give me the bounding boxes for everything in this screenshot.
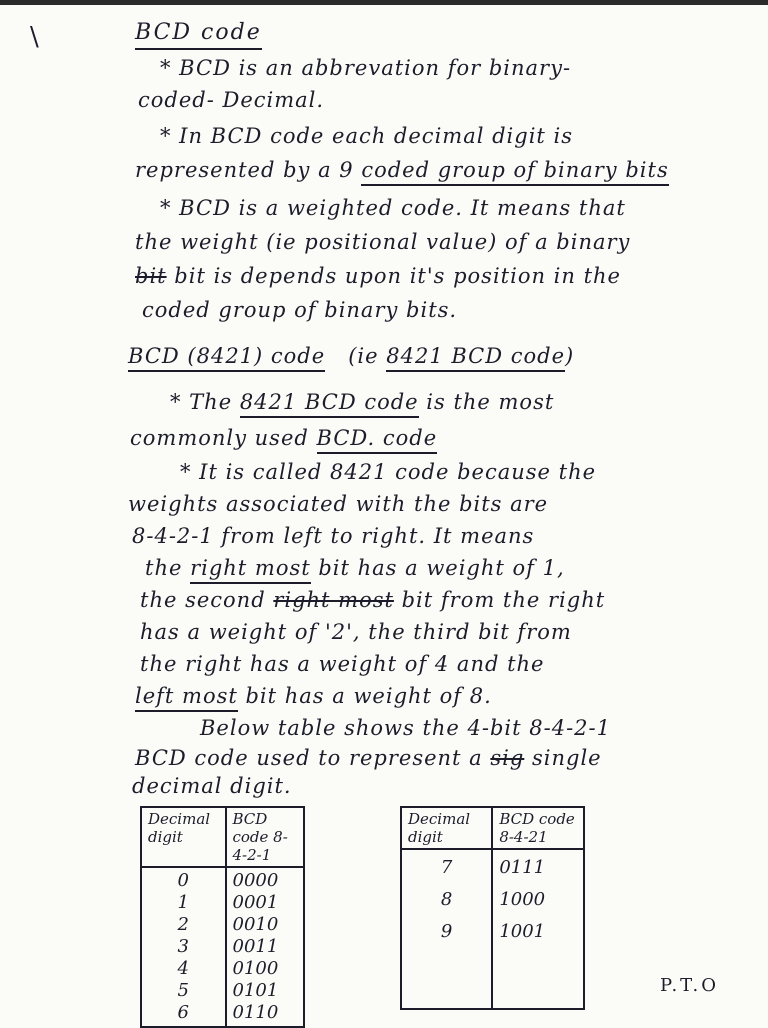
para5-line4-a: the [145,556,191,580]
page-title: BCD code [135,20,262,50]
table2-digit-column [401,849,492,1009]
underlined-coded-group: coded group of binary bits [361,158,668,186]
table2-code: 1000 [499,889,546,910]
para5-line5-c: bit from the right [393,588,606,612]
para4-text-c: is the most [418,390,555,414]
table1-code: 0000 [232,870,279,891]
underlined-bcd-code: BCD. code [317,426,438,454]
page-top-edge [0,0,768,5]
table1-digit: 2 [177,914,189,935]
para5-line4-c: bit has a weight of 1, [310,556,565,580]
para6-line2-a: BCD code used to represent a [135,746,491,770]
para5-line6: has a weight of '2', the third bit from [140,620,572,644]
table2-code-column [492,849,584,1009]
bcd-table-right [400,806,585,1010]
table1-digit: 6 [177,1002,189,1023]
para5-line5 [140,588,605,612]
para3-line1: * BCD is a weighted code. It means that [160,196,626,220]
struck-right-most: right most [273,588,394,612]
heading-note-close: ) [565,344,575,368]
table2-code: 1001 [499,921,546,942]
para6-line3: decimal digit. [132,774,292,798]
para6-line2 [135,746,602,770]
table1-code: 0010 [232,914,279,935]
para3-line3 [135,264,621,288]
heading-note-underlined: 8421 BCD code [386,344,565,372]
table1-digit: 5 [177,980,189,1001]
para4-line2 [130,426,437,450]
para5-line4 [145,556,565,580]
table2-header-code: BCD code 8-4-21 [492,807,584,849]
para5-line8 [135,684,492,708]
para5-line8-b: bit has a weight of 8. [237,684,492,708]
table2-digit: 9 [440,921,453,942]
underlined-right-most: right most [190,556,311,584]
para5-line2: weights associated with the bits are [128,492,549,516]
para3-line3-text: bit is depends upon it's position in the [174,264,621,288]
struck-sig: sig [490,746,525,770]
bcd-table-left [140,806,305,1028]
para4-line1 [170,390,554,414]
section2-heading-row [128,344,574,368]
table1-code: 0100 [232,958,279,979]
table2-digit: 7 [440,857,453,878]
para5-line7: the right has a weight of 4 and the [140,652,545,676]
para5-line5-a: the second [140,588,274,612]
table1-header-code: BCD code 8-4-2-1 [226,807,305,867]
table1-code: 0101 [232,980,279,1001]
pto-note: P.T.O [660,975,720,996]
para2-line1: * In BCD code each decimal digit is [160,124,574,148]
para2-text: represented by a 9 [135,158,362,182]
table2-digit: 8 [440,889,453,910]
table2-code: 0111 [499,857,546,878]
table1-digit: 0 [177,870,189,891]
section2-heading: BCD (8421) code [128,344,325,372]
para3-line2: the weight (ie positional value) of a binary [135,230,631,254]
para1-line2: coded- Decimal. [138,88,325,112]
table1-code: 0001 [232,892,279,913]
underlined-8421-bcd: 8421 BCD code [240,390,419,418]
para5-line1: * It is called 8421 code because the [180,460,597,484]
para6-line2-c: single [524,746,602,770]
table1-digit-column [141,867,226,1027]
table1-code: 0110 [232,1002,279,1023]
table2-header-digit: Decimal digit [401,807,492,849]
table1-code: 0011 [232,936,279,957]
table1-code-column [226,867,305,1027]
para1-line1: * BCD is an abbrevation for binary- [160,56,572,80]
table1-digit: 4 [177,958,189,979]
para4-line2-text: commonly used [130,426,317,450]
para5-line3: 8-4-2-1 from left to right. It means [132,524,535,548]
para4-text-a: * The [170,390,240,414]
table1-digit: 1 [177,892,189,913]
struck-word: bit [135,264,167,288]
underlined-left-most: left most [135,684,238,712]
para2-line2 [135,158,669,182]
table1-header-digit: Decimal digit [141,807,226,867]
table1-digit: 3 [177,936,189,957]
heading-note-open: (ie [348,344,387,368]
para6-line1: Below table shows the 4-bit 8-4-2-1 [200,716,611,740]
para3-line4: coded group of binary bits. [142,298,458,322]
margin-tick-mark: \ [30,22,39,52]
